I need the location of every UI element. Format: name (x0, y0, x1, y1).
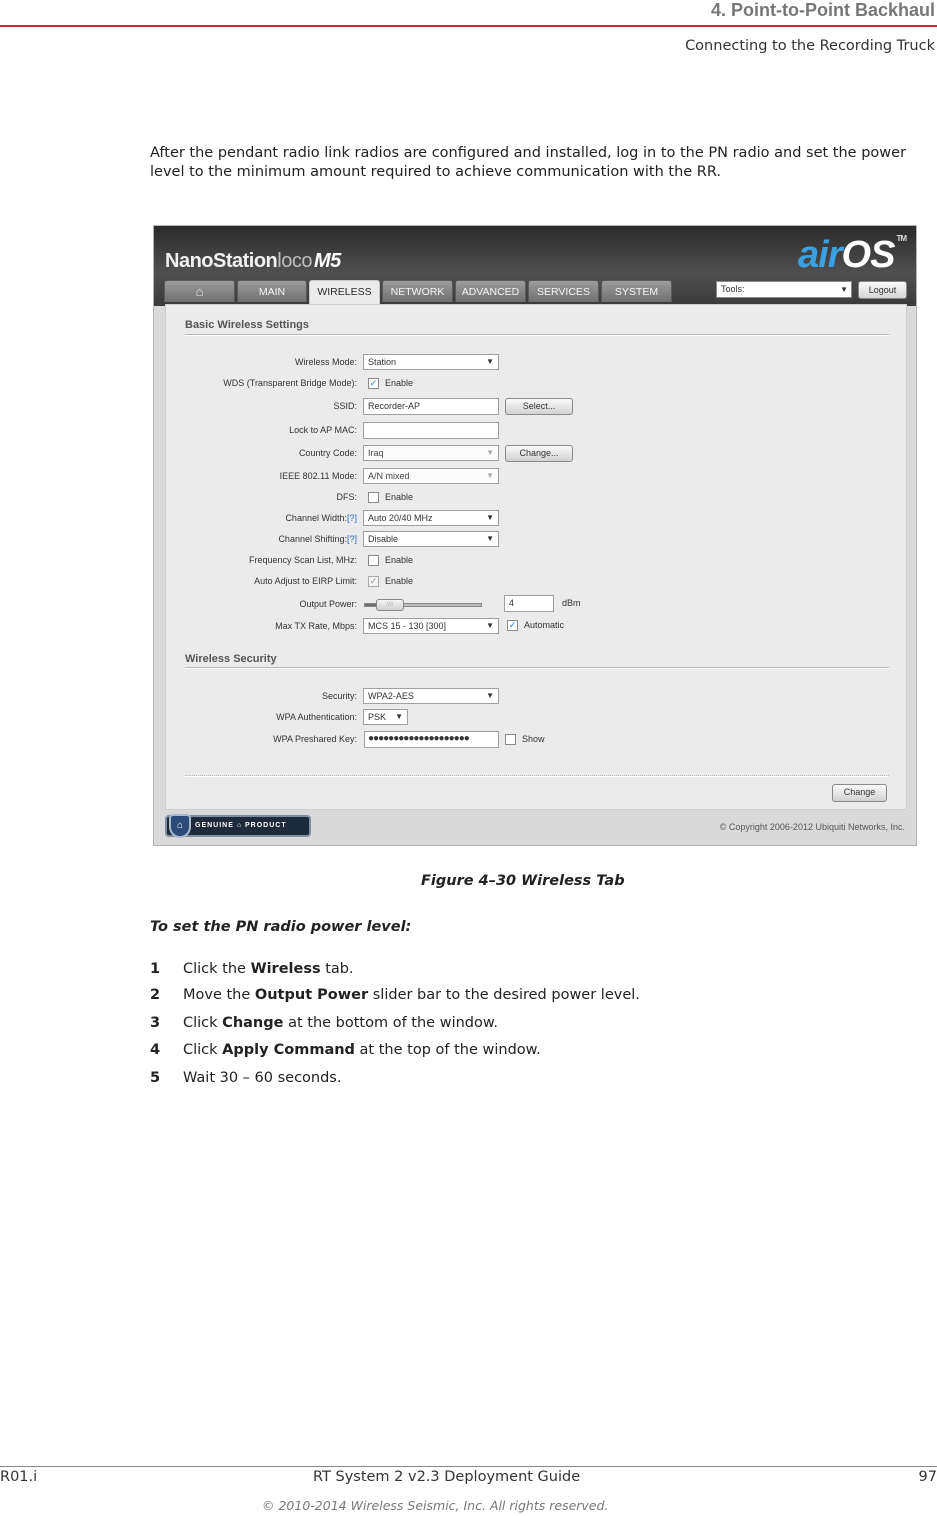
chevron-down-icon: ▼ (486, 448, 494, 457)
country-change-button[interactable]: Change... (505, 445, 573, 462)
airos-screenshot (153, 225, 917, 846)
revision-label: R01.i (0, 1469, 38, 1485)
auto-eirp-label: Auto Adjust to EIRP Limit: (254, 576, 357, 586)
ieee-mode-select[interactable] (363, 468, 499, 484)
footer-copyright: © 2010-2014 Wireless Seismic, Inc. All rights reserved. (262, 1498, 609, 1513)
chevron-down-icon: ▼ (840, 285, 848, 294)
chapter-title: 4. Point-to-Point Backhaul (710, 0, 935, 20)
freq-scan-label: Frequency Scan List, MHz: (248, 555, 357, 565)
brand-series: M5 (313, 250, 341, 272)
chevron-down-icon: ▼ (486, 534, 494, 543)
airos-logo-tm: TM (896, 234, 906, 243)
brand-model: loco (277, 250, 312, 272)
tools-select[interactable] (716, 281, 852, 298)
channel-width-label-text: Channel Width: (285, 513, 347, 523)
header-rule (0, 25, 937, 27)
output-power-unit: dBm (562, 598, 581, 608)
max-tx-automatic-label: Automatic (524, 620, 565, 630)
security-value: WPA2-AES (368, 691, 414, 701)
change-button[interactable]: Change (832, 784, 887, 802)
dfs-checkbox[interactable] (368, 492, 379, 503)
show-key-checkbox[interactable] (505, 734, 516, 745)
output-power-slider-fill (365, 604, 376, 606)
output-power-label: Output Power: (299, 599, 357, 609)
step-text: Click Apply Command at the top of the window. (183, 1042, 541, 1058)
channel-width-select[interactable] (363, 510, 499, 526)
wpa-key-input[interactable]: ●●●●●●●●●●●●●●●●●●●● (364, 731, 499, 748)
security-label: Security: (321, 691, 357, 701)
country-code-select[interactable] (363, 445, 499, 461)
channel-shifting-label (278, 534, 357, 544)
wireless-mode-label: Wireless Mode: (294, 357, 357, 367)
ssid-select-button[interactable]: Select... (505, 398, 573, 415)
wireless-mode-value: Station (368, 357, 397, 367)
wireless-security-title: Wireless Security (185, 653, 277, 665)
wireless-mode-select[interactable] (363, 354, 499, 370)
show-key-label: Show (522, 734, 545, 744)
wpa-auth-select[interactable] (363, 709, 408, 725)
step-number: 3 (150, 1015, 161, 1031)
step-text: Move the Output Power slider bar to the desired power level. (183, 987, 640, 1003)
airos-logo-os: OS (841, 234, 895, 276)
output-power-slider[interactable] (364, 603, 482, 607)
section-divider (185, 775, 889, 777)
channel-width-help[interactable]: [?] (346, 513, 357, 523)
tab-ubiquiti-logo[interactable] (164, 280, 235, 302)
dfs-enable-label: Enable (385, 492, 414, 502)
channel-width-label (285, 513, 357, 523)
lock-shield-icon: ⌂ (169, 814, 191, 838)
footer-rule (0, 1466, 937, 1467)
freq-scan-enable-label: Enable (385, 555, 414, 565)
auto-eirp-enable-label: Enable (385, 576, 414, 586)
tab-network[interactable]: NETWORK (382, 280, 453, 302)
device-brand (165, 250, 341, 273)
guide-title: RT System 2 v2.3 Deployment Guide (313, 1469, 581, 1485)
ubiquiti-logo-icon: ⌂ (195, 284, 204, 299)
channel-shifting-help[interactable]: [?] (346, 534, 357, 544)
tab-main[interactable]: MAIN (237, 280, 307, 302)
lock-ap-mac-label: Lock to AP MAC: (289, 425, 357, 435)
figure-caption: Figure 4–30 Wireless Tab (421, 873, 625, 889)
step-number: 1 (150, 961, 161, 977)
max-tx-rate-label: Max TX Rate, Mbps: (275, 621, 357, 631)
wds-enable-label: Enable (385, 378, 414, 388)
country-code-value: Iraq (368, 448, 384, 458)
badge-text: GENUINE ⌂ PRODUCT (195, 822, 287, 829)
max-tx-rate-select[interactable] (363, 618, 499, 634)
logout-button[interactable]: Logout (858, 281, 907, 299)
chevron-down-icon: ▼ (486, 471, 494, 480)
output-power-input[interactable]: 4 (504, 595, 554, 612)
procedure-title: To set the PN radio power level: (150, 919, 412, 935)
output-power-slider-handle[interactable]: //// (376, 599, 404, 611)
ssid-label: SSID: (333, 401, 357, 411)
section-title: Connecting to the Recording Truck (685, 38, 935, 54)
step-text: Click the Wireless tab. (183, 961, 354, 977)
airos-header (154, 226, 916, 306)
tools-select-value: Tools: (721, 284, 745, 294)
dfs-label: DFS: (336, 492, 357, 502)
channel-width-value: Auto 20/40 MHz (368, 513, 433, 523)
ssid-input[interactable]: Recorder-AP (363, 398, 499, 415)
security-select[interactable] (363, 688, 499, 704)
chevron-down-icon: ▼ (486, 621, 494, 630)
max-tx-automatic-checkbox[interactable]: ✓ (508, 620, 517, 630)
channel-shifting-label-text: Channel Shifting: (278, 534, 347, 544)
auto-eirp-checkbox[interactable]: ✓ (369, 576, 378, 586)
freq-scan-checkbox[interactable] (368, 555, 379, 566)
tab-advanced[interactable]: ADVANCED (455, 280, 526, 302)
wpa-key-label: WPA Preshared Key: (273, 734, 357, 744)
step-number: 2 (150, 987, 161, 1003)
settings-panel (165, 304, 907, 810)
tab-services[interactable]: SERVICES (528, 280, 599, 302)
chevron-down-icon: ▼ (486, 513, 494, 522)
page-number: 97 (918, 1469, 937, 1485)
ieee-mode-value: A/N mixed (368, 471, 410, 481)
step-text: Click Change at the bottom of the window. (183, 1015, 498, 1031)
ieee-mode-label: IEEE 802.11 Mode: (279, 471, 357, 481)
chevron-down-icon: ▼ (486, 691, 494, 700)
section-divider (185, 667, 889, 669)
channel-shifting-select[interactable] (363, 531, 499, 547)
brand-name: NanoStation (165, 250, 278, 272)
basic-wireless-title: Basic Wireless Settings (185, 319, 310, 331)
tab-wireless[interactable]: WIRELESS (309, 280, 380, 304)
wds-label: WDS (Transparent Bridge Mode): (223, 378, 357, 388)
channel-shifting-value: Disable (368, 534, 399, 544)
airos-logo-air: air (798, 234, 842, 276)
wpa-auth-label: WPA Authentication: (276, 712, 357, 722)
max-tx-rate-value: MCS 15 - 130 [300] (368, 621, 447, 631)
wds-checkbox[interactable]: ✓ (369, 378, 378, 388)
tab-system[interactable]: SYSTEM (601, 280, 672, 302)
country-code-label: Country Code: (298, 448, 357, 458)
wpa-auth-value: PSK (368, 712, 387, 722)
step-text: Wait 30 – 60 seconds. (183, 1070, 342, 1086)
genuine-product-badge (165, 815, 311, 837)
airos-footer (165, 814, 907, 840)
airos-logo (798, 234, 906, 277)
lock-ap-mac-input[interactable] (363, 422, 499, 439)
section-divider (185, 334, 889, 336)
intro-paragraph: After the pendant radio link radios are configured and installed, log in to the PN radio and set the power level to the minimum amount required to achieve communication with the RR. (150, 145, 907, 180)
step-number: 4 (150, 1042, 161, 1058)
chevron-down-icon: ▼ (395, 712, 403, 721)
ubiquiti-copyright: © Copyright 2006-2012 Ubiquiti Networks, Inc. (719, 822, 905, 832)
chevron-down-icon: ▼ (486, 357, 494, 366)
step-number: 5 (150, 1070, 161, 1086)
